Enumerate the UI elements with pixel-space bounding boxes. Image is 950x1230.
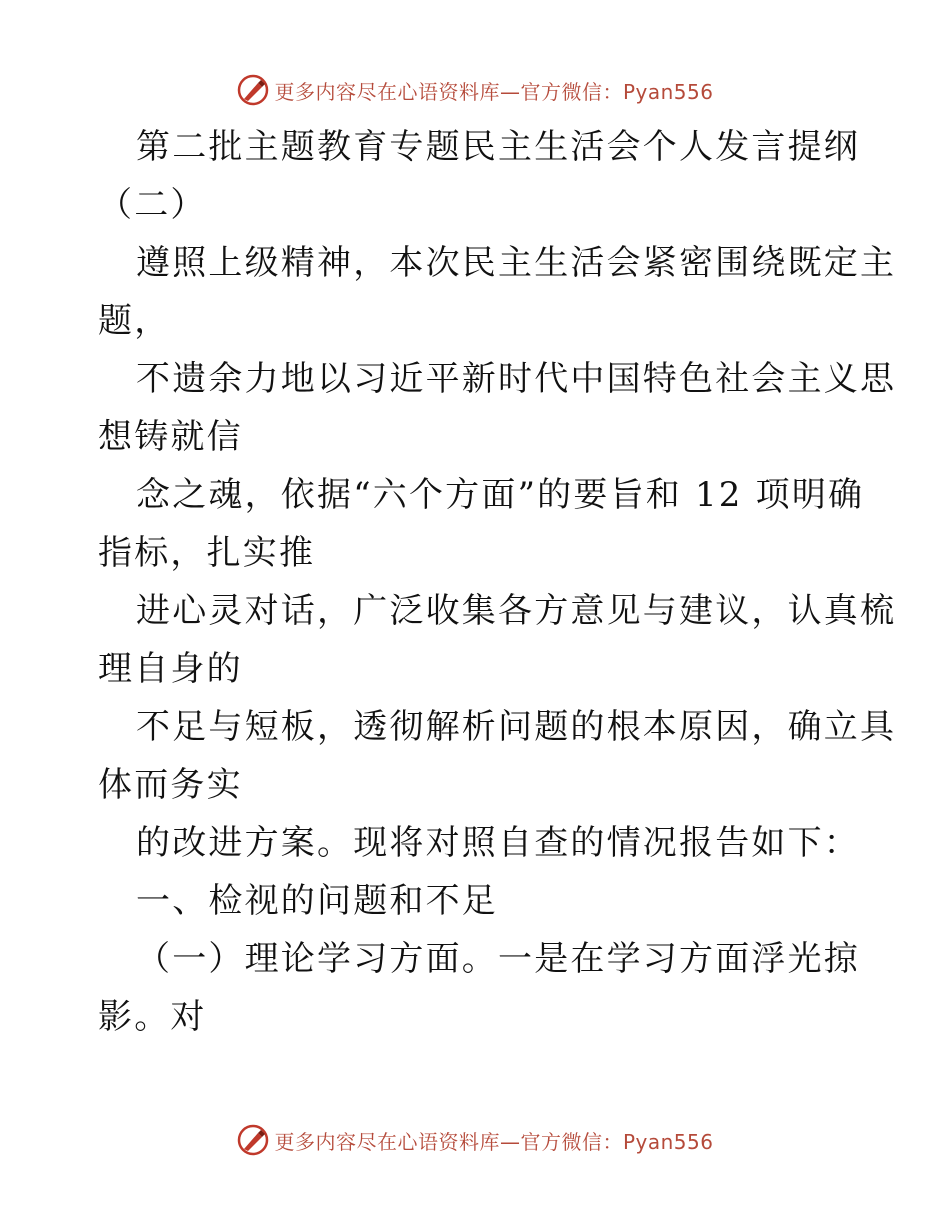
- pen-logo-icon: [236, 1123, 270, 1157]
- footer-watermark: [0, 1120, 950, 1160]
- paragraph-line: 想铸就信: [98, 417, 243, 457]
- paragraph-line: 遵照上级精神，本次民主生活会紧密围绕既定主: [136, 243, 897, 283]
- watermark-text: 更多内容尽在心语资料库—官方微信：Pyan556: [274, 79, 714, 104]
- paragraph-line: 体而务实: [98, 765, 243, 805]
- paragraph-line: 指标，扎实推: [98, 533, 316, 573]
- paragraph-line: 题，: [98, 301, 171, 341]
- paragraph-line: 不足与短板，透彻解析问题的根本原因，确立具: [136, 707, 897, 747]
- paragraph-line: 不遗余力地以习近平新时代中国特色社会主义思: [136, 359, 897, 399]
- title-line-2: （二）: [98, 185, 207, 225]
- paragraph-line: （一）理论学习方面。一是在学习方面浮光掠: [136, 939, 860, 979]
- header-watermark: [0, 70, 950, 110]
- paragraph-line: 念之魂，依据“六个方面”的要旨和 12 项明确: [136, 475, 865, 515]
- paragraph-line: 理自身的: [98, 649, 243, 689]
- paragraph-line: 进心灵对话，广泛收集各方意见与建议，认真梳: [136, 591, 897, 631]
- paragraph-line: 影。对: [98, 997, 207, 1037]
- section-heading: 一、检视的问题和不足: [136, 881, 498, 921]
- watermark-text: 更多内容尽在心语资料库—官方微信：Pyan556: [274, 1129, 714, 1154]
- pen-logo-icon: [236, 73, 270, 107]
- title-line-1: 第二批主题教育专题民主生活会个人发言提纲: [136, 127, 860, 167]
- paragraph-line: 的改进方案。现将对照自查的情况报告如下：: [136, 823, 860, 863]
